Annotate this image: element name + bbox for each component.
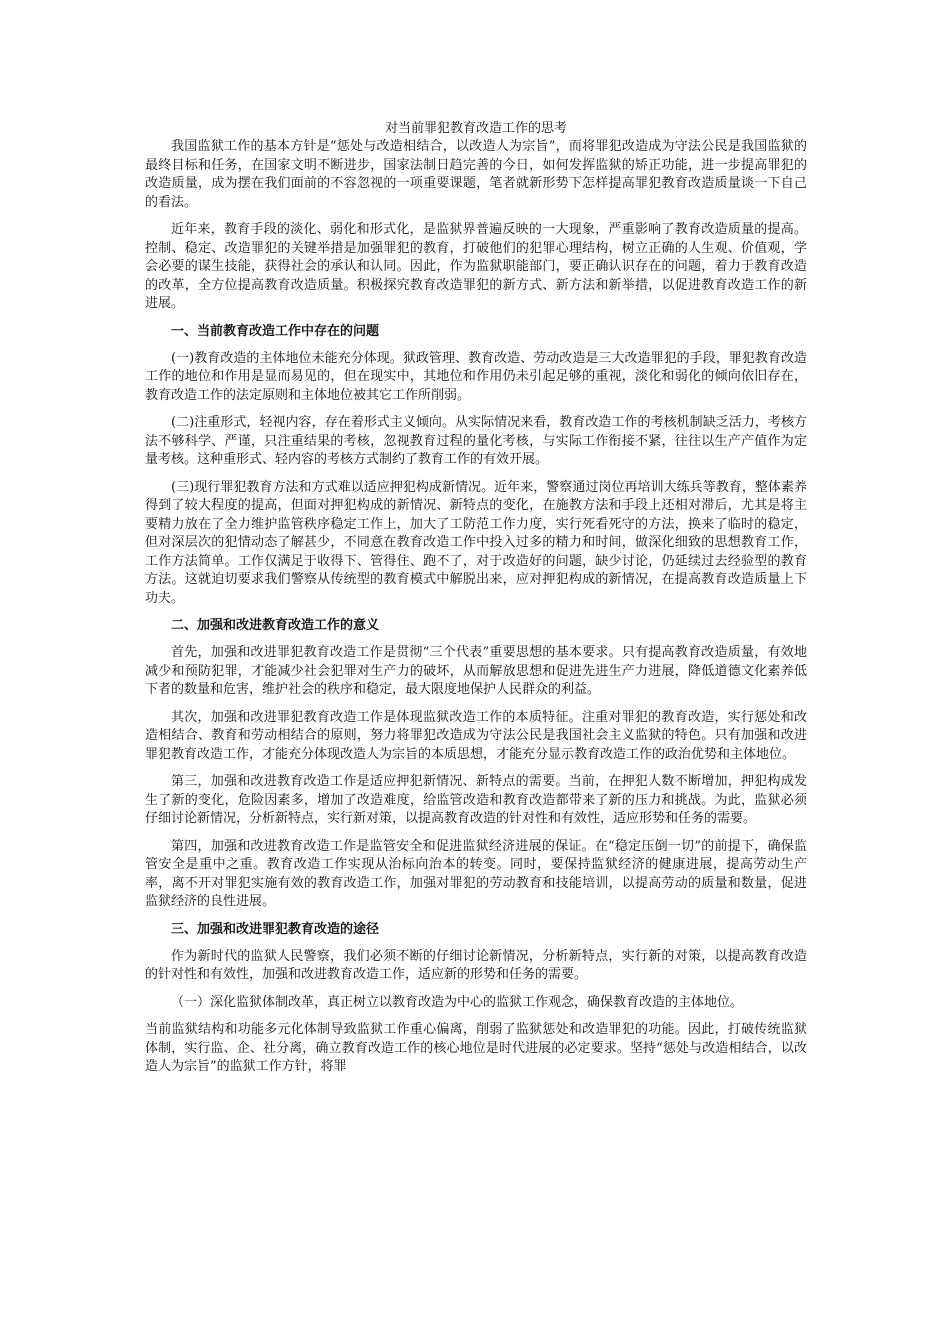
section-heading-approaches: 三、加强和改进罪犯教育改造的途径 [171,921,380,937]
section-heading-problems: 一、当前教育改造工作中存在的问题 [171,323,380,339]
paragraph-intro: 我国监狱工作的基本方针是“惩处与改造相结合，以改造人为宗旨”，而将罪犯改造成为守法公民是我国监狱的最终目标和任务，在国家文明不断进步，国家法制日趋完善的今日，如何发挥监狱的矫正功能，进一步提高罪犯的改造质量，成为摆在我们面前的不容忽视的一项重要课题，笔者就新形势下怎样提高罪犯教育改造质量谈一下自己的看法。 [145,139,807,210]
paragraph-significance-2: 其次，加强和改进罪犯教育改造工作是体现监狱改造工作的本质特征。注重对罪犯的教育改造，实行惩处和改造相结合、教育和劳动相结合的原则，努力将罪犯改造成为守法公民是我国社会主义监狱的特色。只有加强和改进罪犯教育改造工作，才能充分体现改造人为宗旨的本质思想，才能充分显示教育改造工作的政治优势和主体地位。 [145,709,807,762]
document-title: 对当前罪犯教育改造工作的思考 [384,121,567,136]
paragraph-approach-1-heading: （一）深化监狱体制改革，真正树立以教育改造为中心的监狱工作观念，确保教育改造的主体地位。 [171,994,744,1010]
section-heading-significance: 二、加强和改进教育改造工作的意义 [171,618,380,633]
paragraph-problem-1: (一)教育改造的主体地位未能充分体现。狱政管理、教育改造、劳动改造是三大改造罪犯的手段，罪犯教育改造工作的地位和作用是显而易见的，但在现实中，其地位和作用仍未引起足够的重视，淡化和弱化的倾向依旧存在，教育改造工作的法定原则和主体地位被其它工作所削弱。 [145,350,807,403]
paragraph-problem-2: (二)注重形式，轻视内容，存在着形式主义倾向。从实际情况来看，教育改造工作的考核机制缺乏活力，考核方法不够科学、严谨，只注重结果的考核，忽视教育过程的量化考核，与实际工作衔接不紧，往往以生产产值作为定量考核。这种重形式、轻内容的考核方式制约了教育工作的有效开展。 [145,415,807,467]
paragraph-significance-4: 第四，加强和改进教育改造工作是监管安全和促进监狱经济进展的保证。在“稳定压倒一切”的前提下，确保监管安全是重中之重。教育改造工作实现从治标向治本的转变。同时，要保持监狱经济的健康进展，提高劳动生产率，离不开对罪犯实施有效的教育改造工作，加强对罪犯的劳动教育和技能培训，以提高劳动的质量和数量，促进监狱经济的良性进展。 [145,838,807,909]
document-page [145,120,807,1086]
paragraph-approaches-intro: 作为新时代的监狱人民警察，我们必须不断的仔细讨论新情况，分析新特点，实行新的对策，以提高教育改造的针对性和有效性，加强和改进教育改造工作，适应新的形势和任务的需要。 [145,948,807,982]
paragraph-approach-1-body: 当前监狱结构和功能多元化体制导致监狱工作重心偏离，削弱了监狱惩处和改造罪犯的功能。因此，打破传统监狱体制，实行监、企、社分离，确立教育改造工作的核心地位是时代进展的必定要求。坚持“惩处与改造相结合，以改造人为宗旨”的监狱工作方针，将罪 [145,1022,807,1074]
paragraph-problem-3: (三)现行罪犯教育方法和方式难以适应押犯构成新情况。近年来，警察通过岗位再培训大练兵等教育，整体素养得到了较大程度的提高，但面对押犯构成的新情况、新特点的变化，在施教方法和手段上还相对滞后，尤其是将主要精力放在了全力维护监管秩序稳定工作上，加大了工防范工作力度，实行死看死守的方法，换来了临时的稳定，但对深层次的犯情动态了解甚少，不同意在教育改造工作中投入过多的精力和时间，做深化细致的思想教育工作，工作方法简单。工作仅满足于收得下、管得住、跑不了，对于改造好的问题，缺少讨论，仍延续过去经验型的教育方法。这就迫切要求我们警察从传统型的教育模式中解脱出来，应对押犯构成的新情况，在提高教育改造质量上下功夫。 [145,479,807,606]
paragraph-significance-3: 第三，加强和改进教育改造工作是适应押犯新情况、新特点的需要。当前，在押犯人数不断增加，押犯构成发生了新的变化，危险因素多，增加了改造难度，给监管改造和教育改造都带来了新的压力和挑战。为此，监狱必须仔细讨论新情况，分析新特点，实行新对策，以提高教育改造的针对性和有效性，适应形势和任务的需要。 [145,774,807,826]
paragraph-significance-1: 首先，加强和改进罪犯教育改造工作是贯彻“三个代表”重要思想的基本要求。只有提高教育改造质量，有效地减少和预防犯罪，才能减少社会犯罪对生产力的破坏，从而解放思想和促进先进生产力进展，降低道德文化素养低下者的数量和危害，维护社会的秩序和稳定，最大限度地保护人民群众的利益。 [145,645,807,697]
paragraph-background: 近年来，教育手段的淡化、弱化和形式化，是监狱界普遍反映的一大现象，严重影响了教育改造质量的提高。控制、稳定、改造罪犯的关键举措是加强罪犯的教育，打破他们的犯罪心理结构，树立正确的人生观、价值观，学会必要的谋生技能，获得社会的承认和认同。因此，作为监狱职能部门，要正确认识存在的问题，着力于教育改造的改革，全方位提高教育改造质量。积极探究教育改造罪犯的新方式、新方法和新举措，以促进教育改造工作的新进展。 [145,222,807,311]
